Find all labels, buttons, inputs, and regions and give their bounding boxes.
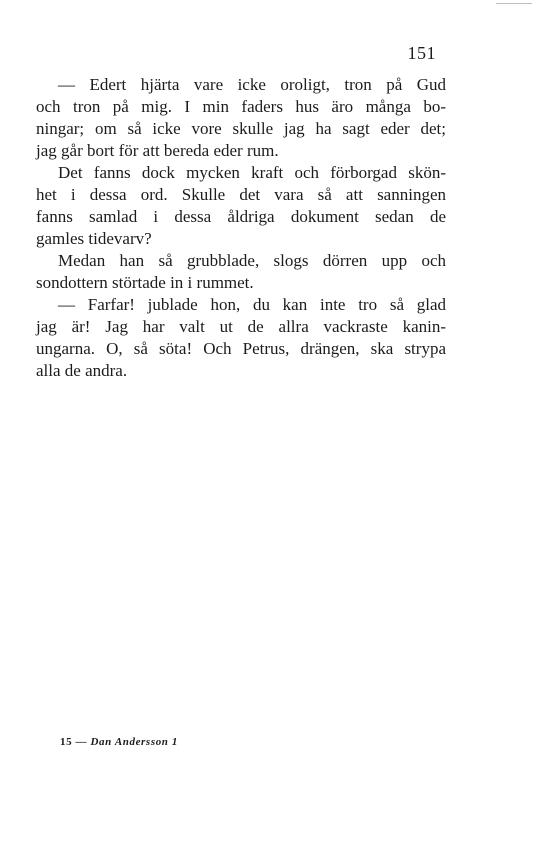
text-line: — Farfar! jublade hon, du kan inte tro så glad [58,295,446,314]
page-number: 151 [407,43,436,63]
text-line: sondottern störtade in i rummet. [36,273,254,292]
text-line: jag är! Jag har valt ut de allra vackraste kanin- [36,317,446,336]
text-line: och tron på mig. I min faders hus äro många bo- [36,97,446,116]
signature-number: 15 [60,736,73,748]
signature-text: — Dan Andersson 1 [75,736,178,748]
text-line: ungarna. O, så söta! Och Petrus, drängen, ska strypa [36,339,446,358]
text-line: jag går bort för att bereda eder rum. [36,141,279,160]
text-line: ningar; om så icke vore skulle jag ha sagt eder det; [36,119,446,138]
text-line: — Edert hjärta vare icke oroligt, tron på Gud [58,75,446,94]
text-line: gamles tidevarv? [36,229,152,248]
top-edge-rule [496,3,532,4]
text-line: Det fanns dock mycken kraft och förborgad skön- [58,163,446,182]
text-line: Medan han så grubblade, slogs dörren upp och [58,251,446,270]
text-line: fanns samlad i dessa åldriga dokument sedan de [36,207,446,226]
printer-signature-mark [60,736,178,748]
text-line: alla de andra. [36,361,128,380]
body-text [36,74,446,382]
text-line: het i dessa ord. Skulle det vara så att sanningen [36,185,446,204]
